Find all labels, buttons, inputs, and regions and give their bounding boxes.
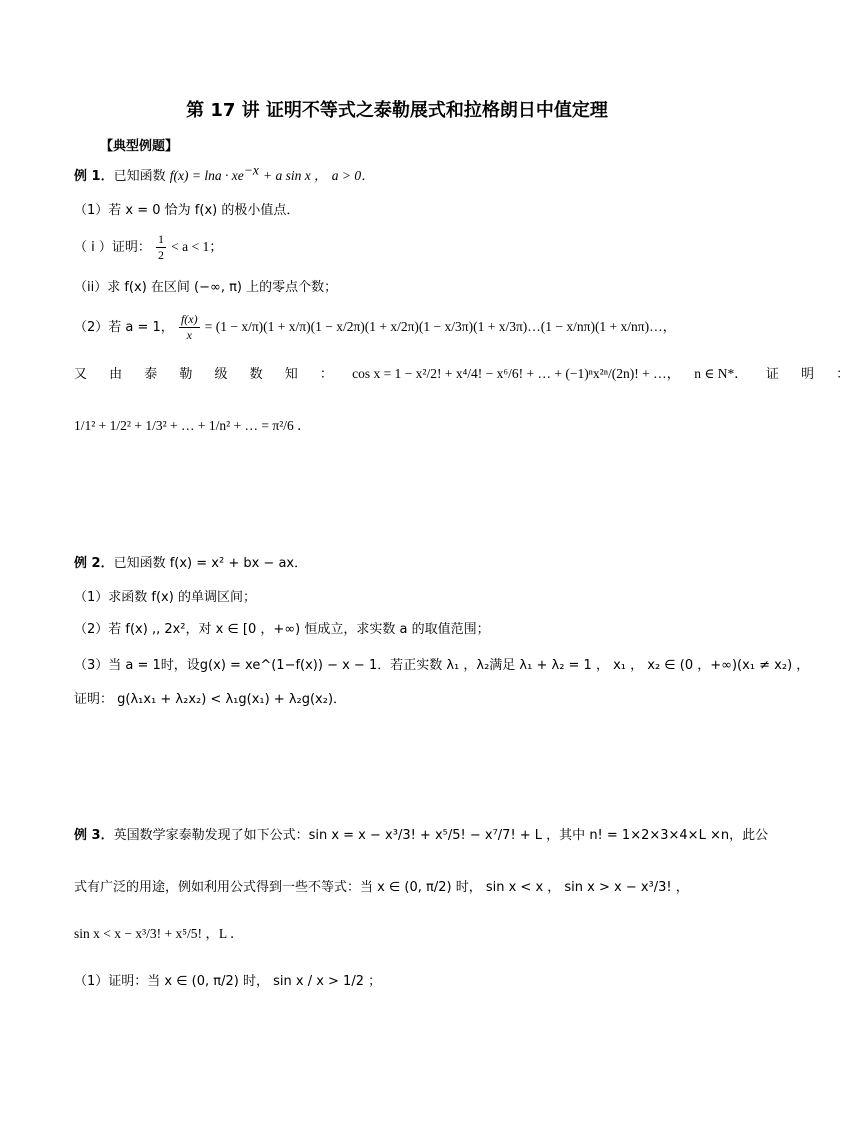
frac-den: x [179, 327, 200, 343]
ex1-half-fraction [156, 232, 166, 263]
ex1-exp: −x [243, 162, 259, 178]
ex1-fx-fraction [179, 312, 200, 343]
ex2-part1: （1）求函数 f(x) 的单调区间； [74, 590, 256, 605]
ex3-intro: 英国数学家泰勒发现了如下公式：sin x = x − x³/3! + x⁵/5! − x⁷/7! + L ，其中 n! = 1×2×3×4×L ×n，此公 [113, 828, 769, 843]
ex1-basel-sum: 1/1² + 1/2² + 1/3² + … + 1/n² + … = π²/6 ． [74, 418, 311, 433]
ex1-cond: a > 0． [331, 168, 375, 183]
ex1-product-formula: = (1 − x/π)(1 + x/π)(1 − x/2π)(1 + x/2π)(1 − x/3π)(1 + x/3π)…(1 − x/nπ)(1 + x/nπ)…， [204, 319, 677, 334]
ex1-statement [74, 164, 375, 184]
frac-num: f(x) [180, 312, 198, 326]
ex1-taylor-formula: cos x = 1 − x²/2! + x⁴/4! − x⁶/6! + … + (−1)ⁿx²ⁿ/(2n)! + …， [352, 366, 681, 381]
ex1-func: f(x) = lna · xe [169, 168, 244, 183]
ex1-part2-pre: （2）若 a = 1， [74, 320, 174, 335]
frac-num: 1 [158, 232, 165, 246]
ex1-part1-i-post: < a < 1； [171, 239, 223, 254]
ex1-part1: （1）若 x = 0 恰为 f(x) 的极小值点． [74, 203, 300, 218]
page-title: 第 17 讲 证明不等式之泰勒展式和拉格朗日中值定理 [186, 100, 608, 121]
frac-den: 2 [158, 248, 165, 262]
ex3-part1: （1）证明：当 x ∈ (0, π/2) 时， sin x / x > 1/2 ； [74, 974, 382, 989]
ex3-label: 例 3． [74, 828, 114, 843]
ex2-intro: 已知函数 f(x) = x² + bx − ax． [113, 556, 308, 571]
ex1-func-tail: + a sin x ， [262, 168, 328, 183]
ex1-intro: 已知函数 [113, 169, 166, 184]
ex1-taylor-line [74, 362, 858, 382]
ex2-statement [74, 552, 307, 571]
ex1-taylor-lead: 又 由 泰 勒 级 数 知 ： [74, 367, 342, 382]
ex1-prove-word: 证 明 ： [765, 367, 858, 382]
ex2-label: 例 2． [74, 556, 114, 571]
section-heading: 【典型例题】 [100, 139, 179, 154]
ex1-part1-i [74, 232, 223, 263]
ex2-part2: （2）若 f(x) ,, 2x²，对 x ∈ [0 ，+∞) 恒成立，求实数 a 的取值范围； [74, 622, 490, 637]
ex1-part2 [74, 312, 676, 343]
ex3-statement [74, 824, 768, 843]
ex1-label: 例 1． [74, 169, 114, 184]
ex1-part1-ii: （ii）求 f(x) 在区间 (−∞, π) 上的零点个数； [74, 280, 338, 295]
ex2-part3: （3）当 a = 1时，设g(x) = xe^(1−f(x)) − x − 1．若正实数 λ₁ ，λ₂满足 λ₁ + λ₂ = 1 ， x₁ ， x₂ ∈ (0 ，+∞)(x₁ ≠ x₂) ， [74, 658, 810, 673]
ex2-part3-prove: 证明： g(λ₁x₁ + λ₂x₂) < λ₁g(x₁) + λ₂g(x₂)． [74, 692, 347, 707]
ex1-part1-i-pre: （ i ）证明： [74, 240, 151, 255]
ex3-line2: 式有广泛的用途，例如利用公式得到一些不等式：当 x ∈ (0, π/2) 时， sin x < x ， sin x > x − x³/3! ， [74, 880, 689, 895]
ex3-line3: sin x < x − x³/3! + x⁵/5! ，L ． [74, 926, 244, 941]
ex1-taylor-n: n ∈ N*． [694, 366, 748, 381]
